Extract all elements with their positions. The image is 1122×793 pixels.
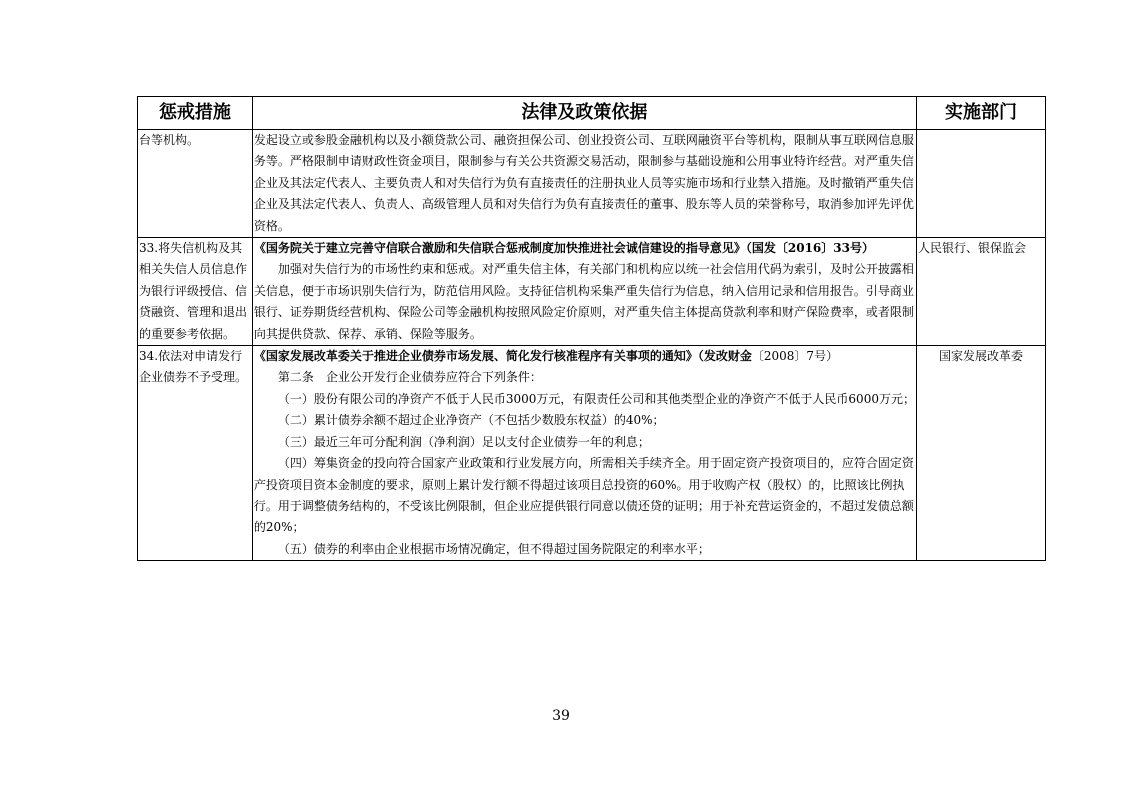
header-legal-basis: 法律及政策依据: [252, 97, 916, 130]
law-title: [254, 346, 915, 367]
basis-paragraph: （四）筹集资金的投向符合国家产业政策和行业发展方向，所需相关手续齐全。用于固定资产投资项目的，应符合固定资产投资项目资本金制度的要求，原则上累计发行额不得超过该项目总投资的60%。用于收购产权（股权）的，比照该比例执行。用于调整债务结构的，不受该比例限制，但企业应提供银行同意以债还贷的证明；用于补充营运资金的，不超过发债总额的20%；: [253, 456, 914, 535]
header-department: 实施部门: [916, 97, 1045, 130]
header-measure: 惩戒措施: [138, 97, 253, 130]
basis-cell: [252, 238, 916, 346]
basis-cell: [252, 346, 916, 561]
department-cell: [916, 130, 1045, 238]
table-header-row: [138, 97, 1046, 130]
basis-paragraph: 发起设立或参股金融机构以及小额贷款公司、融资担保公司、创业投资公司、互联网融资平台等机构，限制从事互联网信息服务等。严格限制申请财政性资金项目，限制参与有关公共资源交易活动，限制参与基础设施和公用事业特许经营。对严重失信企业及其法定代表人、主要负责人和对失信行为负有直接责任的注册执业人员等实施市场和行业禁入措施。及时撤销严重失信企业及其法定代表人、负责人、高级管理人员和对失信行为负有直接责任的董事、股东等人员的荣誉称号，取消参加评先评优资格。: [253, 133, 914, 233]
table-row: [138, 238, 1046, 346]
basis-cell: [252, 130, 916, 238]
department-cell: 人民银行、银保监会: [916, 238, 1045, 346]
page-number: 39: [552, 708, 570, 724]
basis-paragraph: （二）累计债券余额不超过企业净资产（不包括少数股东权益）的40%；: [277, 413, 665, 428]
law-title-number: 〔2008〕7号）: [751, 349, 839, 364]
department-cell: 国家发展改革委: [916, 346, 1045, 561]
law-title-bold: 《国家发展改革委关于推进企业债券市场发展、简化发行核准程序有关事项的通知》（发改财金: [253, 349, 752, 364]
basis-paragraph: 第二条 企业公开发行企业债券应符合下列条件：: [277, 370, 542, 385]
basis-paragraph: （五）债券的利率由企业根据市场情况确定，但不得超过国务院限定的利率水平；: [277, 541, 710, 556]
table-row: [138, 130, 1046, 238]
measure-cell: 台等机构。: [138, 130, 253, 238]
measure-cell: 33.将失信机构及其相关失信人员信息作为银行评级授信、信贷融资、管理和退出的重要参考依据。: [138, 238, 253, 346]
punishment-measures-table: [137, 96, 1046, 561]
measure-cell: 34.依法对申请发行企业债券不予受理。: [138, 346, 253, 561]
basis-paragraph: 加强对失信行为的市场性约束和惩戒。对严重失信主体，有关部门和机构应以统一社会信用代码为索引，及时公开披露相关信息，便于市场识别失信行为，防范信用风险。支持征信机构采集严重失信行为信息，纳入信用记录和信用报告。引导商业银行、证券期货经营机构、保险公司等金融机构按照风险定价原则，对严重失信主体提高贷款利率和财产保险费率，或者限制向其提供贷款、保荐、承销、保险等服务。: [253, 262, 914, 341]
basis-paragraph: （一）股份有限公司的净资产不低于人民币3000万元，有限责任公司和其他类型企业的净资产不低于人民币6000万元；: [277, 391, 915, 406]
table-row: [138, 346, 1046, 561]
basis-paragraph: （三）最近三年可分配利润（净利润）足以支付企业债券一年的利息；: [277, 434, 650, 449]
law-title: 《国务院关于建立完善守信联合激励和失信联合惩戒制度加快推进社会诚信建设的指导意见》（国发〔2016〕33号）: [253, 241, 874, 256]
